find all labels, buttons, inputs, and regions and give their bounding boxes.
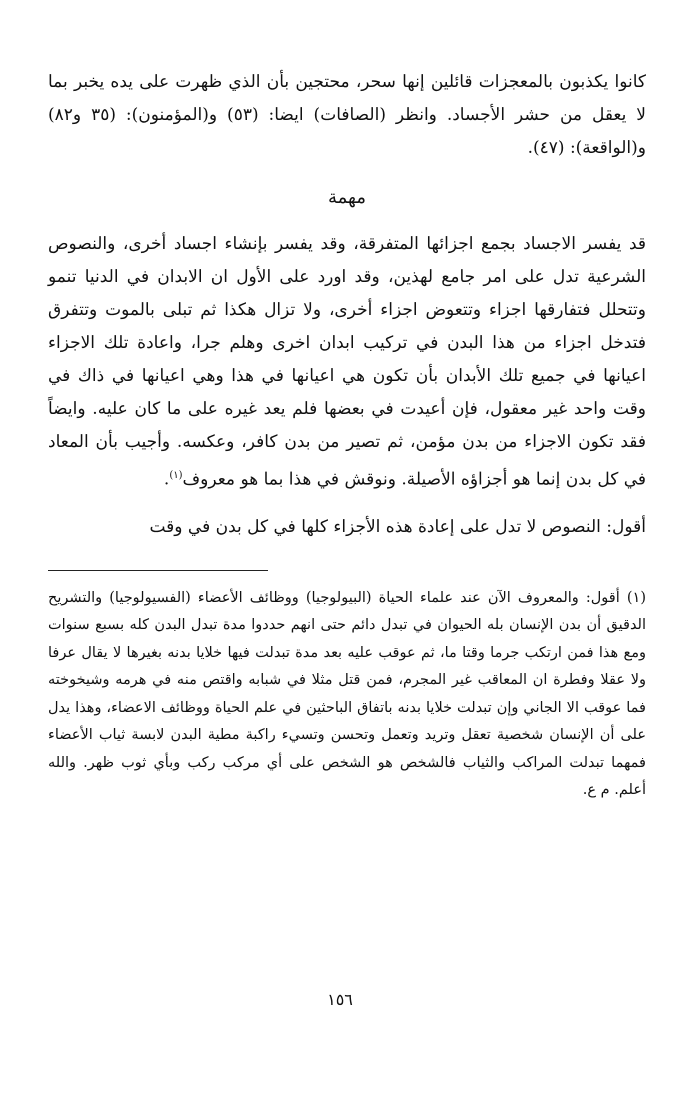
paragraph-2-text: قد يفسر الاجساد بجمع اجزائها المتفرقة، وقد يفسر بإنشاء اجساد أخرى، والنصوص الشرعية تدل على امر جامع لهذين، وقد اورد على الأول ان الابدان في الدنيا تنمو وتتحلل فتفارقها اجزاء وتتعوض اجزاء أخرى، ولا تزال هكذا ثم تبلى بالموت وتتفرق فتدخل اجزاء من هذا البدن في تركيب ابدان اخرى وهلم جرا، واعادة تلك الاجزاء اعيانها في جميع تلك الأبدان بأن تكون هي اعيانها في هذا وهي اعيانها في ذاك في وقت واحد غير معقول، فإن أعيدت في بعضها فلم يعد غيره على ما كان عليه. وايضاً فقد تكون الاجزاء من بدن مؤمن، ثم تصير من بدن كافر، وعكسه. وأجيب بأن المعاد في كل بدن إنما هو أجزاؤه الأصيلة. ونوقش في هذا بما هو معروف (48, 234, 646, 490)
paragraph-3: أقول: النصوص لا تدل على إعادة هذه الأجزاء كلها في كل بدن في وقت (149, 516, 646, 537)
paragraph-2 (48, 228, 646, 497)
paragraph-2-end: . (163, 469, 170, 490)
footnote-marker: (١) (626, 589, 646, 606)
page-content (48, 66, 646, 805)
page-number: ١٥٦ (327, 990, 353, 1009)
footnote-divider (48, 570, 268, 571)
footnote-text: أقول: والمعروف الآن عند علماء الحياة (البيولوجيا) ووظائف الأعضاء (الفسيولوجيا) والتشريح الدقيق أن بدن الإنسان بله الحيوان في تبدل دائم حتى انهم حددوا مدة تبدل البدن كله بسبع سنوات ومع هذا فمن ارتكب جرما وقتا ما، ثم عوقب عليه بعد مدة تبدلت فيها خلايا بدنه بغيرها لا يقال عرفا ولا عقلا وفطرة ان المعاقب غير المجرم، فمن قتل مثلا في شبابه واقتص منه في هرمه وشيخوخته فما عوقب الا الجاني وإن تبدلت خلايا بدنه باتفاق الباحثين في علم الحياة ووظائف الاعضاء، وهذا يدل على أن الإنسان شخصية تعقل وتريد وتعمل وتحسن وتسيء راكبة مطية البدن لابسة ثياب الأعضاء فمهما تبدلت المراكب والثياب فالشخص هو الشخص على أي مركب ركب وبأي ثوب ظهر. والله أعلم. م ع. (48, 589, 646, 799)
footnote (48, 585, 646, 805)
paragraph-1: كانوا يكذبون بالمعجزات قائلين إنها سحر، محتجين بأن الذي ظهرت على يده يخبر بما لا يعقل من حشر الأجساد. وانظر (الصافات) ايضا: (٥٣) و(المؤمنون): (٣٥ و٨٢) و(الواقعة): (٤٧). (48, 72, 646, 158)
section-heading: مهمة (328, 187, 366, 208)
footnote-reference[interactable]: (١) (169, 470, 183, 481)
